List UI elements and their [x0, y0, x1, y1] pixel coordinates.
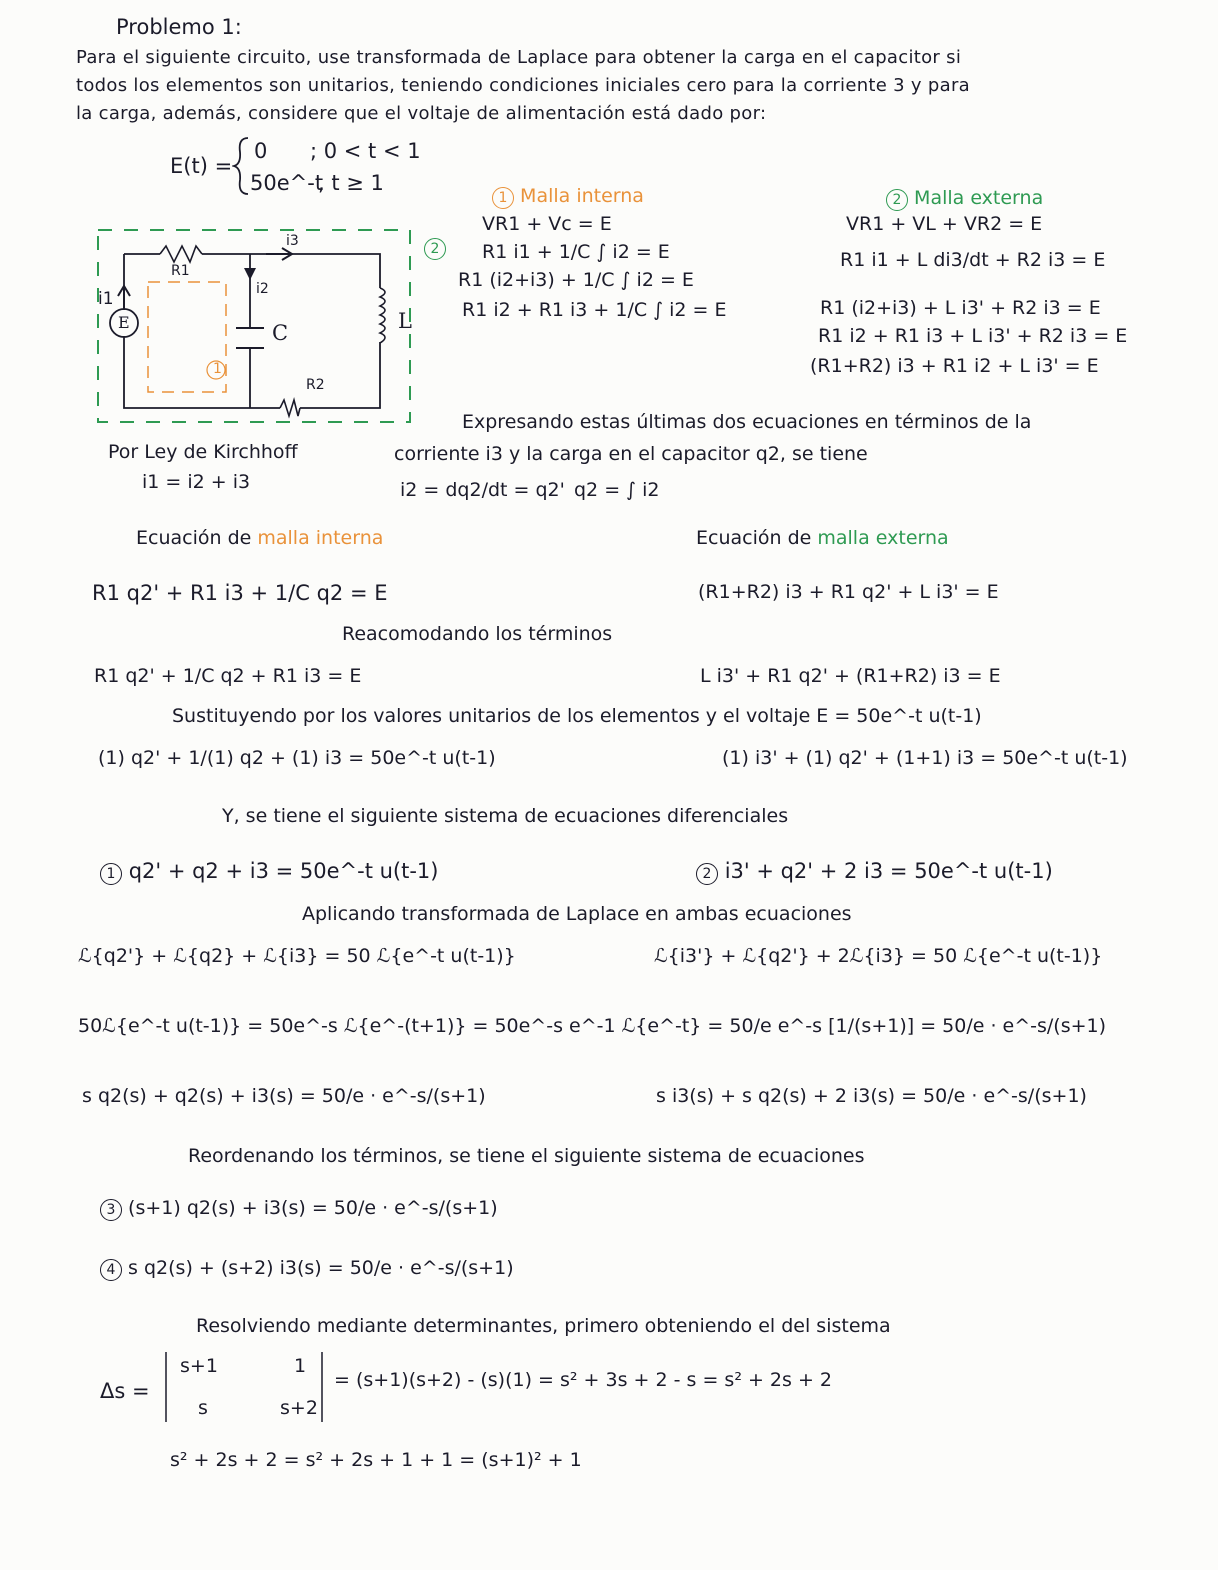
mesh-external-line-4: R1 i2 + R1 i3 + L i3' + R2 i3 = E — [818, 325, 1128, 347]
eq-external-rearranged: L i3' + R1 q2' + (R1+R2) i3 = E — [700, 665, 1001, 687]
capacitor-label: C — [272, 321, 289, 345]
source-E-label: E — [118, 313, 130, 332]
eq-external-label: Ecuación de malla externa — [696, 527, 949, 549]
laplace-calculation: 50ℒ{e^-t u(t-1)} = 50e^-s ℒ{e^-(t+1)} = 50e^-s e^-1 ℒ{e^-t} = 50/e e^-s [1/(s+1)] = 50/e · e^-s/(s+1) — [78, 1015, 1107, 1037]
case2-value: 50e^-t — [250, 171, 324, 195]
laplace-eq-1: ℒ{q2'} + ℒ{q2} + ℒ{i3} = 50 ℒ{e^-t u(t-1)} — [78, 945, 516, 967]
i2-arrow-icon — [244, 268, 256, 280]
mesh1-label: 1 — [213, 361, 222, 377]
source-label: E(t) = — [170, 154, 233, 178]
eq-internal: R1 q2' + R1 i3 + 1/C q2 = E — [92, 581, 388, 605]
system-eq-4: 4 s q2(s) + (s+2) i3(s) = 50/e · e^-s/(s+1) — [100, 1258, 514, 1281]
mesh-internal-title: 1 Malla interna — [492, 186, 644, 209]
intro-line-2: todos los elementos son unitarios, teniendo condiciones iniciales cero para la corriente 3 y para — [76, 75, 970, 96]
express-line-1: Expresando estas últimas dos ecuaciones en términos de la — [462, 411, 1032, 433]
r2-label: R2 — [306, 377, 325, 393]
mesh-external-line-3: R1 (i2+i3) + L i3' + R2 i3 = E — [820, 297, 1101, 319]
mesh-external-title: 2 Malla externa — [886, 188, 1043, 211]
eq-external-substituted: (1) i3' + (1) q2' + (1+1) i3 = 50e^-t u(t-1) — [722, 747, 1128, 769]
system-eq-1: 1 q2' + q2 + i3 = 50e^-t u(t-1) — [100, 860, 438, 885]
mesh-internal-line-1: VR1 + Vc = E — [482, 213, 612, 235]
inductor-label: L — [398, 309, 412, 333]
mesh-internal-line-2: R1 i1 + 1/C ∫ i2 = E — [482, 241, 670, 263]
determinant-result: = (s+1)(s+2) - (s)(1) = s² + 3s + 2 - s = s² + 2s + 2 — [334, 1369, 833, 1391]
i2-label: i2 — [256, 281, 269, 297]
laplace-eq-2: ℒ{i3'} + ℒ{q2'} + 2ℒ{i3} = 50 ℒ{e^-t u(t-1)} — [654, 945, 1103, 967]
eq-internal-rearranged: R1 q2' + 1/C q2 + R1 i3 = E — [94, 665, 362, 687]
resistor-r2 — [280, 400, 300, 416]
matrix-a12: 1 — [294, 1355, 307, 1377]
inductor-coil — [380, 288, 385, 343]
laplace-s-eq-1: s q2(s) + q2(s) + i3(s) = 50/e · e^-s/(s+1) — [82, 1085, 486, 1107]
eq-internal-substituted: (1) q2' + 1/(1) q2 + (1) i3 = 50e^-t u(t-1) — [98, 747, 496, 769]
intro-line-1: Para el siguiente circuito, use transformada de Laplace para obtener la carga en el capacitor si — [76, 47, 962, 68]
i1-label: i1 — [98, 289, 114, 309]
r1-label: R1 — [171, 263, 190, 279]
laplace-intro: Aplicando transformada de Laplace en ambas ecuaciones — [302, 903, 852, 925]
express-line-2: corriente i3 y la carga en el capacitor q2, se tiene — [394, 443, 868, 465]
matrix-a21: s — [198, 1397, 208, 1419]
circuit-diagram — [90, 224, 420, 434]
i3-label: i3 — [286, 233, 299, 249]
mesh-external-line-5: (R1+R2) i3 + R1 i2 + L i3' = E — [810, 355, 1099, 377]
kirchhoff-title: Por Ley de Kirchhoff — [108, 441, 298, 463]
brace-icon — [232, 136, 252, 196]
i2-definition: i2 = dq2/dt = q2' — [400, 479, 565, 501]
page-title: Problemo 1: — [116, 15, 242, 39]
determinant-label: Δs = — [100, 1379, 150, 1403]
eq-internal-label: Ecuación de malla interna — [136, 527, 384, 549]
resistor-r1 — [160, 246, 202, 262]
case1-condition: ; 0 < t < 1 — [310, 139, 421, 163]
reorder-heading: Reordenando los términos, se tiene el siguiente sistema de ecuaciones — [188, 1145, 865, 1167]
system-eq-2: 2 i3' + q2' + 2 i3 = 50e^-t u(t-1) — [696, 860, 1053, 885]
laplace-s-eq-2: s i3(s) + s q2(s) + 2 i3(s) = 50/e · e^-s/(s+1) — [656, 1085, 1087, 1107]
mesh-internal-line-3: R1 (i2+i3) + 1/C ∫ i2 = E — [458, 269, 694, 291]
intro-line-3: la carga, además, considere que el voltaje de alimentación está dado por: — [76, 103, 767, 124]
rearrange-heading: Reacomodando los términos — [342, 623, 613, 645]
substitute-heading: Sustituyendo por los valores unitarios de los elementos y el voltaje E = 50e^-t u(t-1) — [172, 705, 982, 727]
mesh-internal-line-4: R1 i2 + R1 i3 + 1/C ∫ i2 = E — [462, 299, 727, 321]
system-eq-3: 3 (s+1) q2(s) + i3(s) = 50/e · e^-s/(s+1) — [100, 1198, 498, 1221]
eq-external: (R1+R2) i3 + R1 q2' + L i3' = E — [698, 581, 999, 603]
q2-definition: q2 = ∫ i2 — [574, 479, 660, 501]
system-intro: Y, se tiene el siguiente sistema de ecuaciones diferenciales — [222, 805, 789, 827]
determinant-intro: Resolviendo mediante determinantes, primero obteniendo el del sistema — [196, 1315, 891, 1337]
final-line: s² + 2s + 2 = s² + 2s + 1 + 1 = (s+1)² + 1 — [170, 1449, 582, 1471]
case1-value: 0 — [254, 139, 268, 163]
mesh-external-line-1: VR1 + VL + VR2 = E — [846, 213, 1043, 235]
mesh2-label: 2 — [424, 238, 446, 260]
matrix-a22: s+2 — [280, 1397, 318, 1419]
i3-arrow-icon — [266, 248, 292, 260]
kirchhoff-eq: i1 = i2 + i3 — [142, 471, 251, 493]
case2-condition: , t ≥ 1 — [318, 171, 384, 195]
i1-arrow-icon — [118, 286, 130, 308]
matrix-a11: s+1 — [180, 1355, 218, 1377]
mesh-external-line-2: R1 i1 + L di3/dt + R2 i3 = E — [840, 249, 1106, 271]
